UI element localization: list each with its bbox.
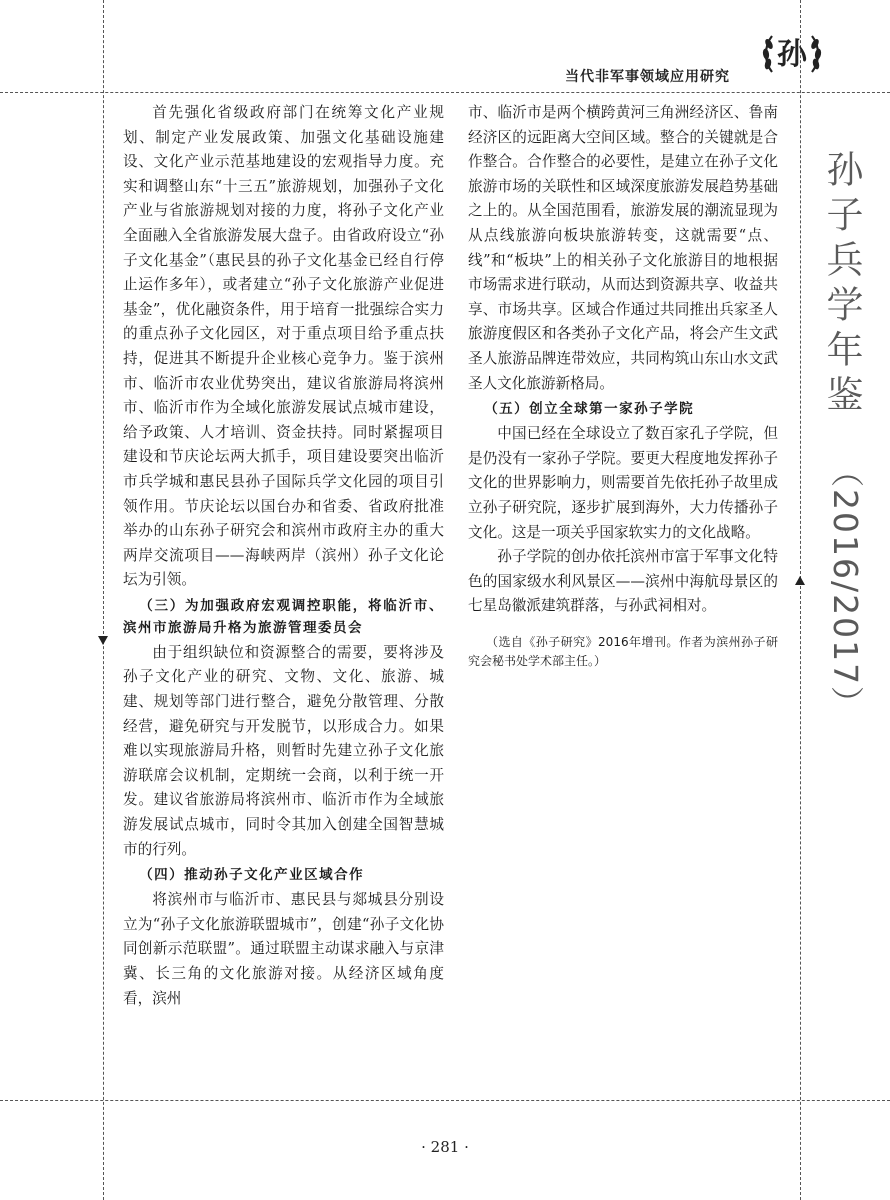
paragraph: 市、临沂市是两个横跨黄河三角洲经济区、鲁南经济区的远距离大空间区域。整合的关键就是合作整合。合作整合的必要性，是建立在孙子文化旅游市场的关联性和区域深度旅游发展趋势基础之上的。从全国范围看，旅游发展的潮流显现为从点线旅游向板块旅游转变，这就需要“点、线”和“板块”上的相关孙子文化旅游目的地根据市场需求进行联动，从而达到资源共享、收益共享、市场共享。区域合作通过共同推出兵家圣人旅游度假区和各类孙子文化产品，将会产生文武圣人旅游品牌连带效应，共同构筑山东山水文武圣人文化旅游新格局。 (468, 104, 778, 392)
section-heading-3: （三）为加强政府宏观调控职能，将临沂市、滨州市旅游局升格为旅游管理委员会 (123, 597, 444, 636)
paragraph: 孙子学院的创办依托滨州市富于军事文化特色的国家级水利风景区——滨州中海航母景区的七星岛徽派建筑群落，与孙武祠相对。 (468, 548, 778, 615)
paragraph: 由于组织缺位和资源整合的需要，要将涉及孙子文化产业的研究、文物、文化、旅游、城建、规划等部门进行整合，避免分散管理、分散经营，避免研究与开发脱节，以形成合力。如果难以实现旅游局升格，则暂时先建立孙子文化旅游联席会议机制，定期统一会商，以利于统一开发。建议省旅游局将滨州市、临沂市作为全域旅游发展试点城市，同时令其加入创建全国智慧城市的行列。 (123, 643, 444, 858)
right-column (468, 101, 778, 671)
paragraph: 中国已经在全球设立了数百家孔子学院，但是仍没有一家孙子学院。要更大程度地发挥孙子文化的世界影响力，则需要首先依托孙子故里成立孙子研究院，逐步扩展到海外，大力传播孙子文化。这是一项关乎国家软实力的文化战略。 (468, 425, 778, 541)
source-note: （选自《孙子研究》2016年增刊。作者为滨州孙子研究会秘书处学术部主任。） (468, 634, 778, 668)
paragraph: 首先强化省级政府部门在统筹文化产业规划、制定产业发展政策、加强文化基础设施建设、文化产业示范基地建设的宏观指导力度。充实和调整山东“十三五”旅游规划，加强孙子文化产业与省旅游规划对接的力度，将孙子文化产业全面融入全省旅游发展大盘子。由省政府设立“孙子文化基金”（惠民县的孙子文化基金已经自行停止运作多年），或者建立“孙子文化旅游产业促进基金”，优化融资条件，用于培育一批强综合实力的重点孙子文化园区，对于重点项目给予重点扶持，促进其不断提升企业核心竞争力。鉴于滨州市、临沂市农业优势突出，建议省旅游局将滨州市、临沂市作为全域化旅游发展试点城市建设，给予政策、人才培训、资金扶持。同时紧握项目建设和节庆论坛两大抓手，项目建设要突出临沂市兵学城和惠民县孙子国际兵学文化园的项目引领作用。节庆论坛以国台办和省委、省政府批准举办的山东孙子研究会和滨州市政府主办的重大两岸交流项目——海峡两岸（滨州）孙子文化论坛为引领。 (123, 104, 444, 589)
yearbook-logo-icon (760, 24, 824, 84)
running-head: 当代非军事领域应用研究 (565, 69, 730, 85)
page-number: · 281 · (421, 1138, 469, 1156)
left-column (123, 101, 444, 1011)
left-margin-rule (103, 0, 104, 1200)
header-rule (0, 92, 890, 93)
arrow-down-icon (98, 636, 108, 645)
section-heading-4: （四）推动孙子文化产业区域合作 (139, 867, 365, 884)
arrow-up-icon (795, 576, 805, 585)
paragraph: 将滨州市与临沂市、惠民县与郯城县分别设立为“孙子文化旅游联盟城市”，创建“孙子文化协同创新示范联盟”。通过联盟主动谋求融入与京津冀、长三角的文化旅游对接。从经济区域角度看，滨州 (123, 891, 444, 1007)
right-margin-rule (800, 0, 801, 1200)
side-year: （2016/2017） (826, 454, 865, 722)
footer-rule (0, 1100, 890, 1101)
logo-glyph: 孙 (777, 37, 807, 72)
section-heading-5: （五）创立全球第一家孙子学院 (484, 401, 695, 418)
side-title: 孙子兵学年鉴 (820, 150, 863, 420)
